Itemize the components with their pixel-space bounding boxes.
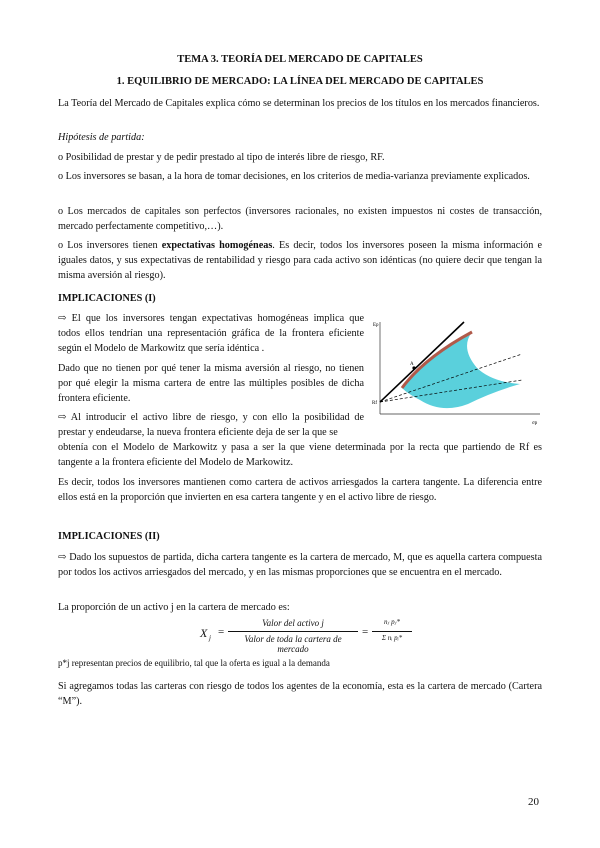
formula-right-bar: [372, 631, 412, 632]
formula-eq: =: [218, 626, 225, 638]
implications-1-paragraph-3a: ⇨ Al introducir el activo libre de riesgo, y con ello la posibilidad de prestar y endeudarse, la nueva frontera eficiente deja de ser la que se: [58, 412, 364, 438]
market-proportion-formula: [200, 614, 420, 658]
formula-right-den: Σ nᵢ pᵢ*: [381, 634, 403, 642]
hypothesis-1: o Posibilidad de prestar y de pedir prestado al tipo de interés libre de riesgo, RF.: [58, 152, 385, 163]
h4-pre: o Los inversores tienen: [58, 240, 162, 251]
implications-1-paragraph-1: ⇨ El que los inversores tengan expectativas homogéneas implica que todos ellos tendrían una representación gráfica de la frontera eficiente según el Modelo de Markowitz que sería idéntica .: [58, 313, 364, 354]
formula-lhs-sub: j: [209, 634, 211, 642]
h4-bold: expectativas homogéneas: [161, 240, 273, 251]
formula-bar: [228, 631, 358, 632]
equilibrium-footnote: p*j representan precios de equilibrio, tal que la oferta es igual a la demanda: [58, 658, 330, 668]
implications-2-heading: IMPLICACIONES (II): [58, 531, 160, 542]
point-a-label: A: [410, 362, 414, 367]
page-title: TEMA 3. TEORÍA DEL MERCADO DE CAPITALES: [177, 54, 423, 65]
hypothesis-label: Hipótesis de partida:: [58, 132, 145, 143]
y-axis-label: Ep: [373, 323, 379, 328]
rf-label: Rf: [372, 401, 377, 406]
implications-2-paragraph-3: Si agregamos todas las carteras con riesgo de todos los agentes de la economía, esta es la cartera de mercado (Cartera “M”).: [58, 681, 542, 707]
formula-lhs: X: [200, 626, 208, 640]
efficient-frontier-figure: [372, 318, 544, 438]
implications-1-paragraph-4: Es decir, todos los inversores mantienen como cartera de activos arriesgados la cartera tangente. La diferencia entre ellos está en la proporción que invierten en esa cartera tangente y en el activo libre de riesgo.: [58, 477, 542, 503]
implications-2-paragraph-1: ⇨ Dado los supuestos de partida, dicha cartera tangente es la cartera de mercado, M, que es aquella cartera compuesta por todos los activos arriesgados del mercado, y en las mismas proporciones que se encuentra en el mercado.: [58, 552, 542, 578]
formula-eq-2: =: [362, 626, 369, 638]
formula-denominator: Valor de toda la cartera de mercado: [244, 634, 342, 654]
h4-post: . Es decir, todos los inversores poseen la misma información e iguales datos, y sus expectativas de rentabilidad y riesgo para cada activo son idénticas (no quiere decir que tengan la misma aversión al riesgo).: [58, 240, 543, 281]
implications-1-paragraph-3b: obtenía con el Modelo de Markowitz y pasa a ser la que viene determinada por la recta que partiendo de Rf es tangente a la frontera eficiente del Modelo de Markowitz.: [58, 442, 542, 468]
x-axis-label: σp: [532, 421, 538, 426]
hypothesis-4: [58, 238, 542, 283]
implications-1-paragraph-2: Dado que no tienen por qué tener la misma aversión al riesgo, no tienen por qué elegir la misma cartera de entre las múltiples posibles de dicha frontera eficiente.: [58, 363, 364, 404]
hypothesis-3: o Los mercados de capitales son perfectos (inversores racionales, no existen impuestos ni costes de transacción, mercado perfectamente competitivo,…).: [58, 206, 542, 232]
hypothesis-2: o Los inversores se basan, a la hora de tomar decisiones, en los criterios de media-varianza previamente explicados.: [58, 171, 530, 182]
intro-paragraph: La Teoría del Mercado de Capitales explica cómo se determinan los precios de los títulos en los mercados financieros.: [58, 98, 540, 109]
implications-1-heading: IMPLICACIONES (I): [58, 293, 156, 304]
formula-numerator: Valor del activo j: [262, 618, 324, 628]
formula-right-num: nⱼ pⱼ*: [384, 618, 400, 626]
cml-diagram: [372, 318, 544, 438]
implications-2-paragraph-2: La proporción de un activo j en la cartera de mercado es:: [58, 602, 290, 613]
page-number: 20: [528, 796, 539, 808]
section-heading: 1. EQUILIBRIO DE MERCADO: LA LÍNEA DEL MERCADO DE CAPITALES: [116, 76, 484, 87]
